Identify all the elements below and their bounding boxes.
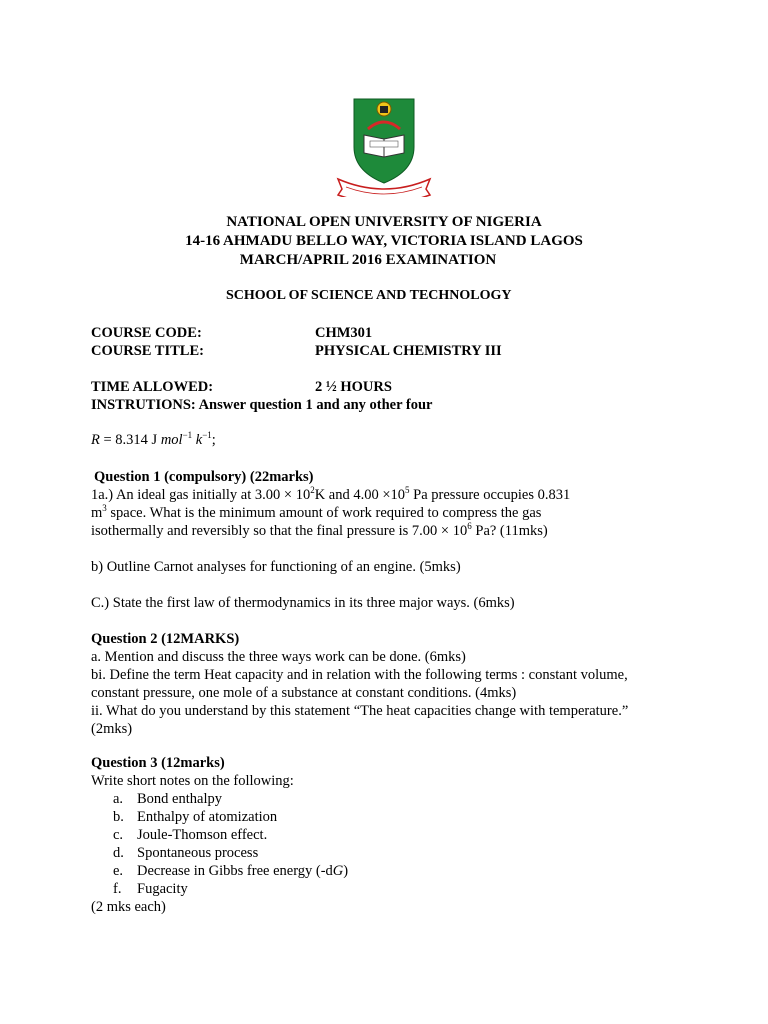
q1a-exp-2: 5 <box>405 485 410 496</box>
q1a-text-2: K and 4.00 ×10 <box>314 487 406 503</box>
list-item-letter: e. <box>113 863 124 879</box>
university-logo <box>334 95 434 197</box>
gas-constant-unit-k: k <box>192 432 203 448</box>
question-2ii-line-2: (2mks) <box>91 721 133 737</box>
time-allowed-value: 2 ½ HOURS <box>315 379 392 395</box>
instructions: INSTRUTIONS: Answer question 1 and any other four <box>91 397 433 413</box>
question-1a-line-1 <box>91 487 570 504</box>
gas-constant-exp-k: −1 <box>202 430 212 441</box>
list-item-text-tail: ) <box>343 863 349 879</box>
course-code-value: CHM301 <box>315 325 373 341</box>
university-name: NATIONAL OPEN UNIVERSITY OF NIGERIA <box>226 214 542 230</box>
gas-constant <box>91 432 216 449</box>
list-item-letter: a. <box>113 791 124 807</box>
q1a-exp-3: 3 <box>102 503 107 514</box>
list-item-letter: d. <box>113 845 124 861</box>
gas-constant-value: = 8.314 J <box>99 432 161 448</box>
question-2ii-line-1: ii. What do you understand by this statement “The heat capacities change with temperature.” <box>91 703 629 719</box>
gas-constant-exp-mol: −1 <box>182 430 193 441</box>
course-title-value: PHYSICAL CHEMISTRY III <box>315 343 502 359</box>
course-code-label: COURSE CODE: <box>91 325 202 341</box>
q1a-text-5: space. What is the minimum amount of work required to compress the gas <box>106 505 542 521</box>
list-item-text: Spontaneous process <box>137 845 259 861</box>
school-name: SCHOOL OF SCIENCE AND TECHNOLOGY <box>226 288 512 303</box>
q1a-exp-4: 6 <box>467 521 472 532</box>
q1a-exp-1: 2 <box>310 485 315 496</box>
list-item-text: Fugacity <box>137 881 188 897</box>
q1a-text-4: m <box>91 505 103 521</box>
gas-constant-symbol: R <box>91 432 100 448</box>
question-2bi-line-2: constant pressure, one mole of a substance at constant conditions. (4mks) <box>91 685 517 701</box>
question-3-intro: Write short notes on the following: <box>91 773 294 789</box>
list-item-text-main: Decrease in Gibbs free energy (-d <box>137 863 333 879</box>
list-item-letter: b. <box>113 809 124 825</box>
q1a-text-6: isothermally and reversibly so that the final pressure is 7.00 × 10 <box>91 523 468 539</box>
question-1a-line-3 <box>91 523 548 540</box>
list-item-text <box>137 863 348 880</box>
university-address: 14-16 AHMADU BELLO WAY, VICTORIA ISLAND LAGOS <box>185 233 583 249</box>
question-2-heading: Question 2 (12MARKS) <box>91 631 240 647</box>
q1a-text-7: Pa? (11mks) <box>471 523 548 539</box>
gas-constant-unit-mol: mol <box>160 432 183 448</box>
gas-constant-end: ; <box>211 432 216 448</box>
question-3-footer: (2 mks each) <box>91 899 166 915</box>
list-item-text: Bond enthalpy <box>137 791 222 807</box>
question-1a-line-2 <box>91 505 541 522</box>
question-2bi-line-1: bi. Define the term Heat capacity and in relation with the following terms : constant volume, <box>91 667 628 683</box>
question-3-heading: Question 3 (12marks) <box>91 755 225 771</box>
q1a-text-1: 1a.) An ideal gas initially at 3.00 × 10 <box>91 487 311 503</box>
course-title-label: COURSE TITLE: <box>91 343 204 359</box>
question-1c: C.) State the first law of thermodynamics in its three major ways. (6mks) <box>91 595 515 611</box>
list-item-text: Enthalpy of atomization <box>137 809 278 825</box>
question-2a: a. Mention and discuss the three ways work can be done. (6mks) <box>91 649 466 665</box>
list-item-letter: c. <box>113 827 124 843</box>
question-1-heading: Question 1 (compulsory) (22marks) <box>94 469 314 485</box>
list-item-text-italic: G <box>332 863 344 879</box>
question-1b: b) Outline Carnot analyses for functioning of an engine. (5mks) <box>91 559 461 575</box>
q1a-text-3: Pa pressure occupies 0.831 <box>409 487 571 503</box>
list-item-letter: f. <box>113 881 122 897</box>
list-item-text: Joule-Thomson effect. <box>137 827 268 843</box>
exam-session: MARCH/APRIL 2016 EXAMINATION <box>239 252 497 268</box>
time-allowed-label: TIME ALLOWED: <box>91 379 214 395</box>
